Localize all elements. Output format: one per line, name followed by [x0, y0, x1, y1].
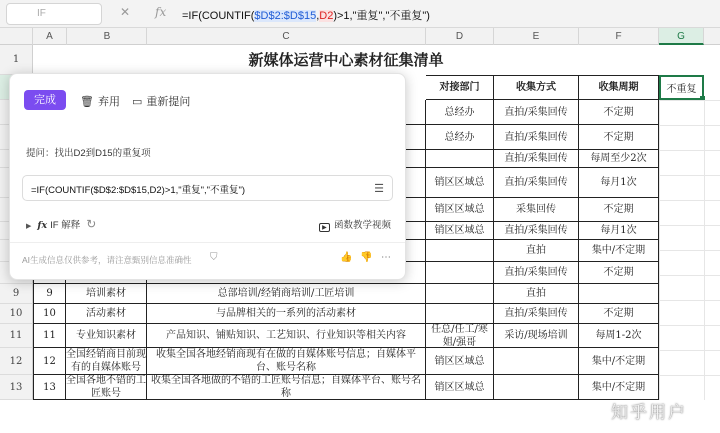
- discard-button[interactable]: [80, 93, 120, 109]
- formula-range-1: $D$2:$D$15: [254, 10, 317, 22]
- cell-d[interactable]: 总经办: [426, 100, 494, 125]
- cell-e[interactable]: 采访/现场培训: [494, 324, 579, 348]
- video-icon: ▶: [319, 223, 330, 232]
- cell-f[interactable]: 不定期: [579, 304, 659, 324]
- cell-e[interactable]: 直拍/采集回传: [494, 100, 579, 125]
- shield-icon: ⛉: [210, 252, 218, 263]
- cell-f[interactable]: 集中/不定期: [579, 375, 659, 400]
- watermark: 知乎用户: [611, 403, 687, 423]
- cell-f[interactable]: 每月1次: [579, 222, 659, 240]
- cell-e[interactable]: 直拍: [494, 284, 579, 304]
- cell-c[interactable]: 与品牌相关的一系列的活动素材: [147, 304, 426, 324]
- cell-e[interactable]: [494, 348, 579, 375]
- cell-c[interactable]: 收集全国各地经销商现有在做的自媒体账号信息；自媒体平台、账号名称: [147, 348, 426, 375]
- row-header[interactable]: 9: [0, 284, 33, 304]
- cell-f[interactable]: 集中/不定期: [579, 348, 659, 375]
- corner-cell[interactable]: [0, 28, 33, 45]
- cell-a[interactable]: 13: [33, 375, 66, 400]
- cell-c[interactable]: 产品知识、铺贴知识、工艺知识、行业知识等相关内容: [147, 324, 426, 348]
- formula-range-2: D2: [319, 10, 334, 22]
- done-button[interactable]: 完成: [24, 90, 66, 110]
- cell-e[interactable]: 直拍/采集回传: [494, 262, 579, 284]
- cell-e[interactable]: 直拍: [494, 240, 579, 262]
- cell-d[interactable]: [426, 240, 494, 262]
- cell-e[interactable]: 采集回传: [494, 198, 579, 222]
- formula-prefix: =IF(COUNTIF(: [182, 10, 255, 22]
- cell-d[interactable]: [426, 304, 494, 324]
- empty-grid-g: [659, 100, 720, 400]
- row-header-1[interactable]: 1: [0, 45, 33, 75]
- thumbs-up-icon[interactable]: 👍: [340, 252, 353, 263]
- col-b-letter: B: [66, 28, 147, 45]
- ai-disclaimer: AI生成信息仅供参考，请注意甄别信息准确性: [22, 255, 192, 265]
- cell-e[interactable]: 直拍/采集回传: [494, 222, 579, 240]
- cell-f[interactable]: 不定期: [579, 198, 659, 222]
- cell-d[interactable]: [426, 262, 494, 284]
- if-explain-toggle[interactable]: [26, 217, 96, 231]
- header-method[interactable]: 收集方式: [494, 75, 579, 100]
- reask-button[interactable]: [132, 93, 190, 109]
- row-header[interactable]: 10: [0, 304, 33, 324]
- column-header-e[interactable]: E: [494, 28, 579, 45]
- cell-b[interactable]: 专业知识素材: [66, 324, 147, 348]
- cell-d[interactable]: 任总/任工/寒姐/强哥: [426, 324, 494, 348]
- formula-suffix: )>1,"重复","不重复"): [333, 10, 430, 22]
- refresh-icon[interactable]: ↻: [86, 217, 97, 231]
- explain-label: IF 解释: [50, 220, 81, 231]
- cell-a[interactable]: 11: [33, 324, 66, 348]
- prompt-text: 提问：找出D2到D15的重复项: [26, 148, 151, 159]
- column-header-c[interactable]: C: [147, 28, 426, 45]
- fx-icon[interactable]: fx: [155, 5, 167, 19]
- cell-e[interactable]: [494, 375, 579, 400]
- col-a-letter: A: [46, 31, 53, 42]
- row-header[interactable]: 13: [0, 375, 33, 400]
- sheet-title[interactable]: 新媒体运营中心素材征集清单: [248, 51, 444, 69]
- fx-icon: fx: [37, 220, 48, 231]
- tutorial-video-link[interactable]: [319, 217, 391, 232]
- ai-formula-panel: [9, 73, 406, 280]
- cell-f[interactable]: 每月1次: [579, 168, 659, 198]
- cell-b[interactable]: 全国经销商目前现有的自媒体账号: [66, 349, 146, 373]
- cell-b[interactable]: 培训素材: [66, 284, 147, 304]
- name-box[interactable]: IF: [6, 3, 102, 25]
- cell-b[interactable]: 活动素材: [66, 304, 147, 324]
- cell-e[interactable]: 直拍/采集回传: [494, 150, 579, 168]
- cell-f[interactable]: 不定期: [579, 125, 659, 150]
- video-label: 函数教学视频: [333, 220, 391, 231]
- cell-f[interactable]: 不定期: [579, 100, 659, 125]
- column-header-g[interactable]: G: [659, 28, 704, 45]
- cell-c[interactable]: 总部培训/经销商培训/工匠培训: [147, 284, 426, 304]
- cell-d[interactable]: 销区区域总: [426, 375, 494, 400]
- generated-formula: =IF(COUNTIF($D$2:$D$15,D2)>1,"重复","不重复"): [31, 185, 246, 196]
- cell-f[interactable]: 不定期: [579, 262, 659, 284]
- column-header-d[interactable]: D: [426, 28, 494, 45]
- row-header[interactable]: 12: [0, 348, 33, 375]
- cell-b[interactable]: 全国各地不错的工匠账号: [66, 375, 146, 399]
- cell-e[interactable]: 直拍/采集回传: [494, 304, 579, 324]
- formula-input[interactable]: [182, 7, 430, 23]
- cell-d[interactable]: 销区区域总: [426, 222, 494, 240]
- cell-d[interactable]: 销区区域总: [426, 198, 494, 222]
- cell-a[interactable]: 10: [33, 304, 66, 324]
- cell-f[interactable]: 集中/不定期: [579, 240, 659, 262]
- cell-e[interactable]: 直拍/采集回传: [494, 125, 579, 150]
- cell-d[interactable]: 总经办: [426, 125, 494, 150]
- more-icon[interactable]: ⋯: [381, 252, 391, 263]
- row-header[interactable]: 11: [0, 324, 33, 348]
- cell-a[interactable]: 9: [33, 284, 66, 304]
- cell-e[interactable]: 直拍/采集回传: [494, 168, 579, 198]
- discard-label: 弃用: [97, 96, 120, 108]
- cell-a[interactable]: 12: [33, 348, 66, 375]
- cell-c[interactable]: 收集全国各地做的不错的工匠账号信息；自媒体平台、账号名称: [147, 375, 426, 400]
- chat-icon: ▭: [132, 96, 143, 108]
- cell-f[interactable]: [579, 284, 659, 304]
- thumbs-down-icon[interactable]: 👎: [360, 252, 373, 263]
- expand-triangle-icon: ▶: [26, 223, 32, 230]
- header-dept[interactable]: 对接部门: [426, 75, 494, 100]
- cell-d[interactable]: 销区区域总: [426, 168, 494, 198]
- panel-divider: [10, 242, 405, 243]
- formula-bar: [0, 0, 720, 28]
- header-cycle[interactable]: 收集周期: [579, 75, 659, 100]
- selected-cell-g2[interactable]: 不重复: [659, 75, 704, 100]
- settings-sliders-icon[interactable]: ☰: [374, 183, 384, 195]
- trash-icon: 🗑: [80, 96, 94, 108]
- cell-f[interactable]: 每周至少2次: [579, 150, 659, 168]
- formula-sep: ,: [316, 10, 320, 22]
- cell-f[interactable]: 每周1-2次: [579, 324, 659, 348]
- generated-formula-box[interactable]: [22, 175, 393, 201]
- column-header-a-b[interactable]: [33, 28, 147, 45]
- reask-label: 重新提问: [146, 96, 191, 108]
- cancel-icon[interactable]: ✕: [120, 5, 131, 19]
- cell-d[interactable]: [426, 284, 494, 304]
- cell-d[interactable]: [426, 150, 494, 168]
- cell-d[interactable]: 销区区域总: [426, 348, 494, 375]
- column-header-f[interactable]: F: [579, 28, 659, 45]
